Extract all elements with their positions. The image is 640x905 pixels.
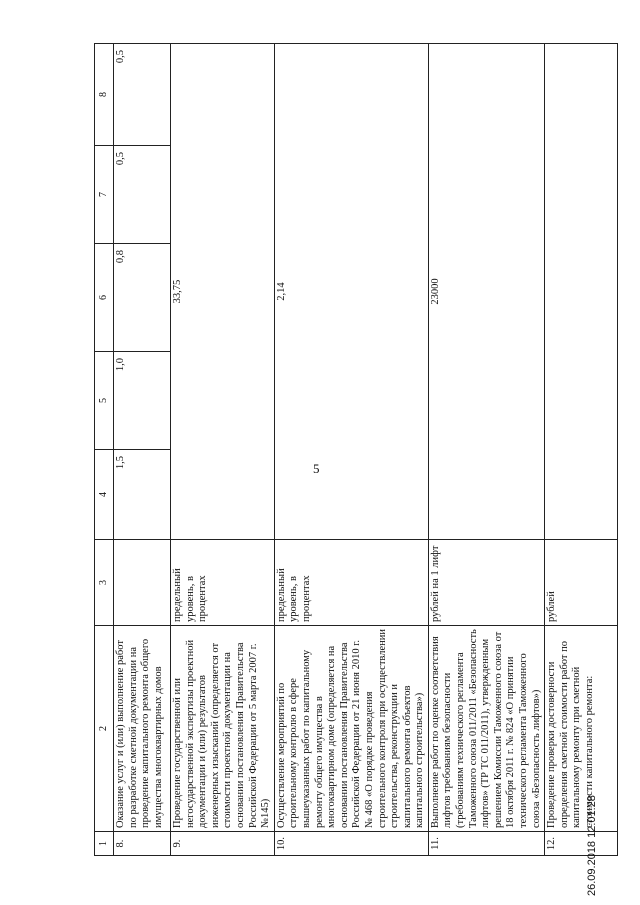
row-number: 10. xyxy=(274,832,428,856)
row-value xyxy=(545,44,618,540)
row-description: Выполнение работ по оценке соответствия лифтов требованиям безопасности (требованиям технического регламента Таможенного союза 011/2011 «Безопасность лифтов» (ТР ТС 011/2011), утвержденным решением Комиссии Таможенного союза от 18 октября 2011 г. № 824 «О принятии технического регламента Таможенного союза «Безопасность лифтов») xyxy=(428,626,544,832)
rates-table xyxy=(94,43,618,856)
rates-table-rotated xyxy=(94,44,595,856)
row-description: Проведение государственной или негосударственной экспертизы проектной документации и (или) результатов инженерных изысканий (определяется от стоимости проектной документации на основании постановления Правительства Российской Федерации от 5 марта 2007 г. №145) xyxy=(171,626,275,832)
row-value: 33,75 xyxy=(171,44,275,540)
row-value: 23000 xyxy=(428,44,544,540)
col-number-6: 6 xyxy=(95,244,114,352)
row-value: 2,14 xyxy=(274,44,428,540)
value-col-8: 0,5 xyxy=(114,44,171,146)
col-number-8: 8 xyxy=(95,44,114,146)
row-number: 12. xyxy=(545,832,618,856)
row-number: 11. xyxy=(428,832,544,856)
row-description: Проведение проверки достоверности определения сметной стоимости работ по капитальному ремонту при сметной стоимости капитального ремонта: xyxy=(545,626,618,832)
row-unit: рублей на 1 лифт xyxy=(428,540,544,626)
col-number-4: 4 xyxy=(95,450,114,540)
value-col-4: 1,5 xyxy=(114,450,171,540)
table-row-12 xyxy=(545,44,618,856)
row-number: 9. xyxy=(171,832,275,856)
table-row-9 xyxy=(171,44,275,856)
col-number-5: 5 xyxy=(95,352,114,450)
value-col-7: 0,5 xyxy=(114,146,171,244)
row-number: 8. xyxy=(114,832,171,856)
value-col-6: 0,8 xyxy=(114,244,171,352)
row-unit xyxy=(114,540,171,626)
col-number-3: 3 xyxy=(95,540,114,626)
page-number: 5 xyxy=(313,461,320,476)
table-row-8 xyxy=(114,44,171,856)
column-number-row xyxy=(95,44,114,856)
col-number-1: 1 xyxy=(95,832,114,856)
row-unit: предельный уровень, в процентах xyxy=(171,540,275,626)
print-timestamp: 26.09.2018 12:01:28 xyxy=(586,795,598,896)
value-col-5: 1,0 xyxy=(114,352,171,450)
col-number-7: 7 xyxy=(95,146,114,244)
col-number-2: 2 xyxy=(95,626,114,832)
table-row-11 xyxy=(428,44,544,856)
row-description: Осуществление мероприятий по строительному контролю в сфере вышеуказанных работ по капитальному ремонту общего имущества в многоквартирном доме (определяется на основании постановления Правительства Российской Федерации от 21 июня 2010 г. № 468 «О порядке проведения строительного контроля при осуществлении строительства, реконструкции и капитального ремонта объектов капитального строительства») xyxy=(274,626,428,832)
table-row-10 xyxy=(274,44,428,856)
row-unit: рублей xyxy=(545,540,618,626)
row-description: Оказание услуг и (или) выполнение работ по разработке сметной документации на проведение капитального ремонта общего имущества многоквартирных домов xyxy=(114,626,171,832)
row-unit: предельный уровень, в процентах xyxy=(274,540,428,626)
